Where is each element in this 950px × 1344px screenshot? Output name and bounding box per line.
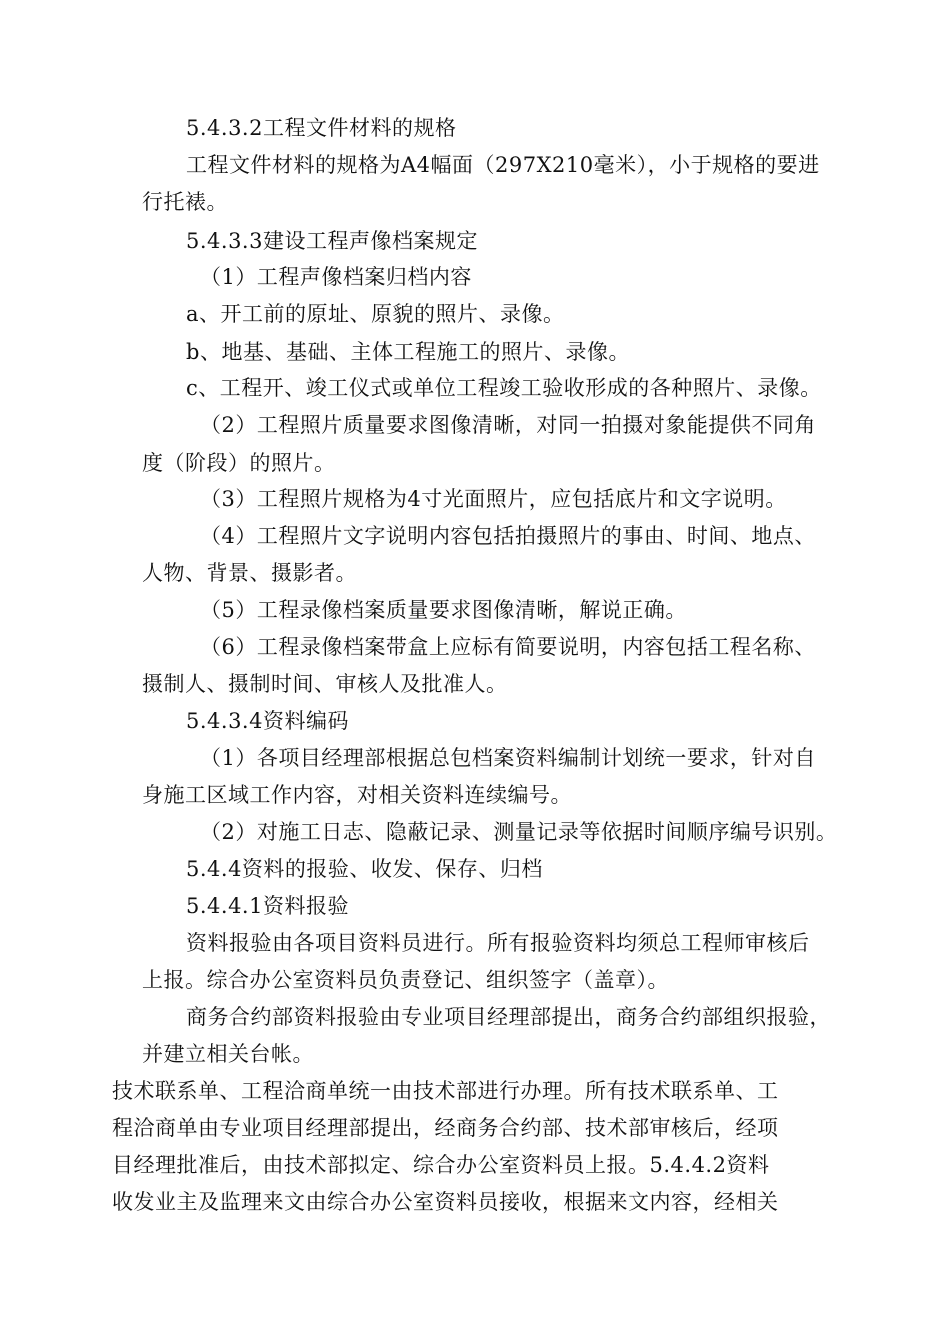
list-item: c、工程开、竣工仪式或单位工程竣工验收形成的各种照片、录像。: [186, 376, 822, 400]
paragraph-line: 商务合约部资料报验由专业项目经理部提出，商务合约部组织报验，: [186, 1005, 831, 1029]
list-item: （2）工程照片质量要求图像清晰，对同一拍摄对象能提供不同角: [200, 413, 816, 437]
paragraph-line: 工程文件材料的规格为A4幅面（297X210毫米），小于规格的要进: [186, 153, 820, 177]
paragraph-line: 目经理批准后，由技术部拟定、综合办公室资料员上报。5.4.4.2资料: [112, 1153, 770, 1177]
list-item: （1）工程声像档案归档内容: [200, 265, 472, 289]
list-item: （1）各项目经理部根据总包档案资料编制计划统一要求，针对自: [200, 746, 816, 770]
paragraph-line: 程洽商单由专业项目经理部提出，经商务合约部、技术部审核后，经项: [112, 1116, 779, 1140]
list-item: （5）工程录像档案质量要求图像清晰，解说正确。: [200, 598, 687, 622]
paragraph-line: 上报。综合办公室资料员负责登记、组织签字（盖章）。: [142, 968, 669, 992]
paragraph-line: 度（阶段）的照片。: [142, 451, 336, 475]
list-item: （2）对施工日志、隐蔽记录、测量记录等依据时间顺序编号识别。: [200, 820, 838, 844]
paragraph-line: 行托裱。: [142, 190, 228, 214]
list-item: （3）工程照片规格为4寸光面照片，应包括底片和文字说明。: [200, 487, 787, 511]
heading-5-4-3-4: 5.4.3.4资料编码: [186, 709, 349, 733]
paragraph-line: 技术联系单、工程洽商单统一由技术部进行办理。所有技术联系单、工: [112, 1079, 779, 1103]
heading-5-4-3-3: 5.4.3.3建设工程声像档案规定: [186, 229, 478, 253]
paragraph-line: 人物、背景、摄影者。: [142, 561, 357, 585]
paragraph-line: 身施工区域工作内容，对相关资料连续编号。: [142, 783, 572, 807]
paragraph-line: 收发业主及监理来文由综合办公室资料员接收，根据来文内容，经相关: [112, 1190, 779, 1214]
list-item: a、开工前的原址、原貌的照片、录像。: [186, 302, 565, 326]
list-item: b、地基、基础、主体工程施工的照片、录像。: [186, 340, 630, 364]
heading-5-4-3-2: 5.4.3.2工程文件材料的规格: [186, 116, 457, 140]
heading-5-4-4-1: 5.4.4.1资料报验: [186, 894, 349, 918]
heading-5-4-4: 5.4.4资料的报验、收发、保存、归档: [186, 857, 543, 881]
paragraph-line: 资料报验由各项目资料员进行。所有报验资料均须总工程师审核后: [186, 931, 810, 955]
list-item: （4）工程照片文字说明内容包括拍摄照片的事由、时间、地点、: [200, 524, 816, 548]
list-item: （6）工程录像档案带盒上应标有简要说明，内容包括工程名称、: [200, 635, 816, 659]
paragraph-line: 摄制人、摄制时间、审核人及批准人。: [142, 672, 508, 696]
paragraph-line: 并建立相关台帐。: [142, 1042, 314, 1066]
